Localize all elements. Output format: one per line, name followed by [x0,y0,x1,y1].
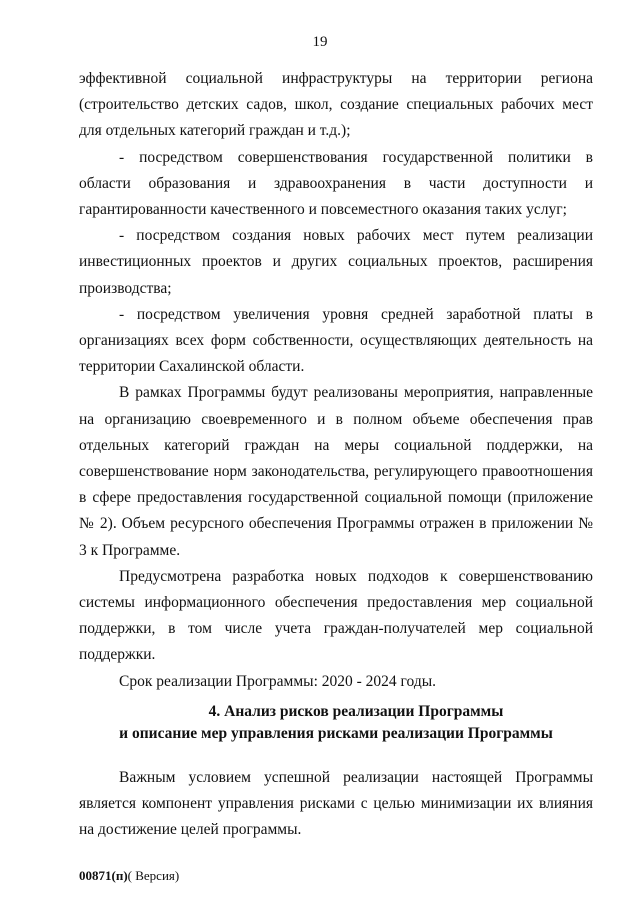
paragraph-bullet-jobs: - посредством создания новых рабочих мест путем реализации инвестиционных проектов и других социальных проектов, расширения производства; [79,227,593,297]
paragraph-program-term: Срок реализации Программы: 2020 - 2024 годы. [119,672,437,690]
paragraph-continuation: эффективной социальной инфраструктуры на территории региона (строительство детских садов, школ, создание специальных рабочих мест для отдельных категорий граждан и т.д.); [79,70,593,140]
paragraph-information-system: Предусмотрена разработка новых подходов к совершенствованию системы информационного обеспечения предоставления мер социальной поддержки, в том числе учета граждан-получателей мер социальной поддержки. [79,567,593,664]
document-footer [79,868,179,884]
section-heading-line1: 4. Анализ рисков реализации Программы [208,702,504,720]
section-heading-line2: и описание мер управления рисками реализации Программы [119,724,553,742]
page-number: 19 [312,34,328,50]
paragraph-bullet-education: - посредством совершенствования государственной политики в области образования и здравоохранения в части доступности и гарантированности качественного и повсеместного оказания таких услуг; [79,148,593,219]
document-version: ( Версия) [127,868,180,883]
document-code: 00871(п) [79,868,128,883]
paragraph-risk-management: Важным условием успешной реализации настоящей Программы является компонент управления рисками с целью минимизации их влияния на достижение целей программы. [79,768,593,839]
paragraph-program-measures: В рамках Программы будут реализованы мероприятия, направленные на организацию своевременного и в полном объеме обеспечения прав отдельных категорий граждан на меры социальной поддержки, на совершенствование норм законодательства, регулирующего правоотношения в сфере предоставления государственной социальной помощи (приложение № 2). Объем ресурсного обеспечения Программы отражен в приложении № 3 к Программе. [79,384,593,559]
document-body [79,66,593,843]
paragraph-bullet-wages: - посредством увеличения уровня средней заработной платы в организациях всех форм собственности, осуществляющих деятельность на территории Сахалинской области. [79,305,593,376]
